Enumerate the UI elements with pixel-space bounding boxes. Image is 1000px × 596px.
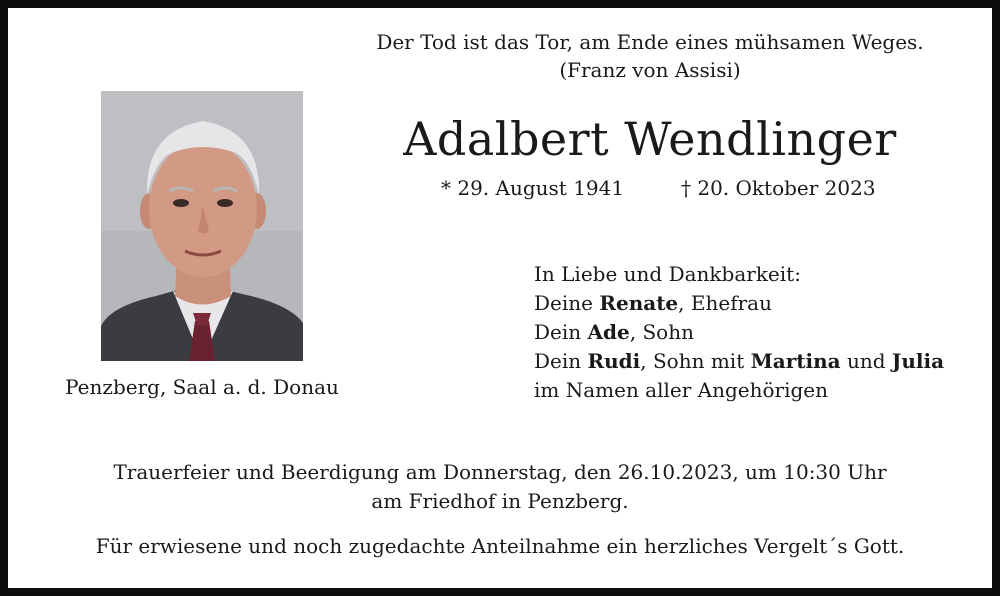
quote-text: Der Tod ist das Tor, am Ende eines mühsamen Weges. — [376, 30, 924, 54]
mourners-list — [534, 260, 944, 405]
ceremony-info: Trauerfeier und Beerdigung am Donnerstag, den 26.10.2023, um 10:30 Uhr — [113, 460, 887, 484]
mourner-son-ade: Dein Ade, Sohn — [534, 320, 694, 344]
mourners-others: im Namen aller Angehörigen — [534, 378, 829, 402]
mourners-intro: In Liebe und Dankbarkeit: — [534, 262, 801, 286]
residence-places: Penzberg, Saal a. d. Donau — [65, 375, 339, 399]
ceremony-location: am Friedhof in Penzberg. — [371, 489, 629, 513]
thanks-text: Für erwiesene und noch zugedachte Anteilnahme ein herzliches Vergelt´s Gott. — [95, 534, 905, 558]
death-date: † 20. Oktober 2023 — [681, 176, 876, 200]
quote-author: (Franz von Assisi) — [559, 58, 741, 82]
mourner-wife: Deine Renate, Ehefrau — [534, 291, 772, 315]
deceased-name: Adalbert Wendlinger — [403, 112, 897, 166]
portrait-photo — [101, 91, 303, 361]
mourner-son-rudi: Dein Rudi, Sohn mit Martina und Julia — [534, 349, 945, 373]
birth-date: * 29. August 1941 — [441, 176, 625, 200]
